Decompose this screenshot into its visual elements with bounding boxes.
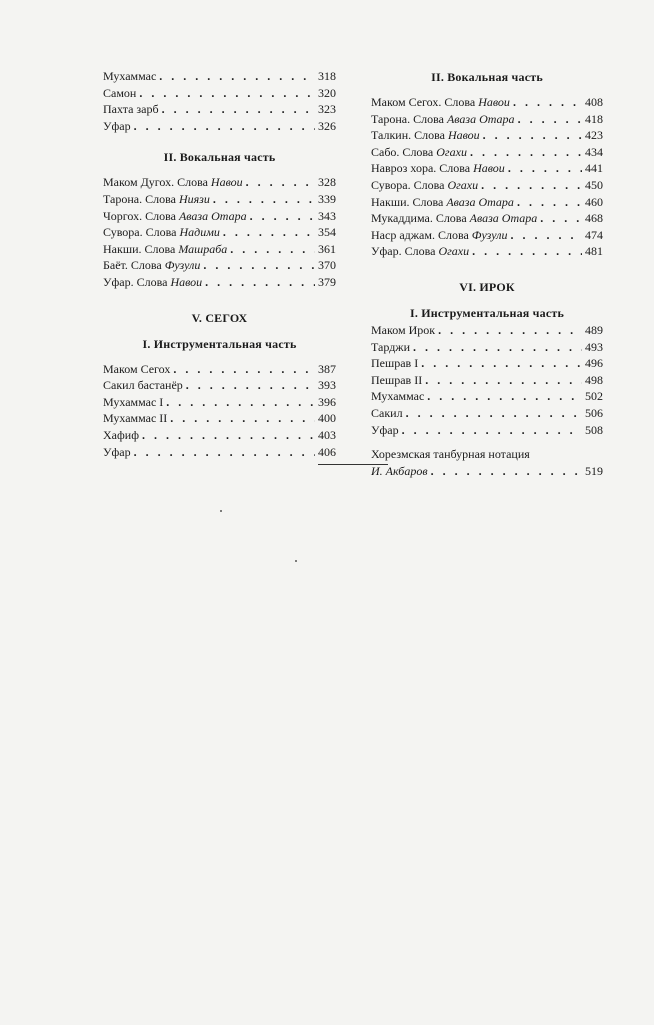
toc-entry: Хафиф . . . 403 xyxy=(103,427,336,444)
section-heading-instrumental: I. Инструментальная часть xyxy=(142,336,297,351)
toc-entry: Мухаммас . . . 318 xyxy=(103,68,336,85)
lyricist: Машраба xyxy=(178,241,228,256)
toc-entry: Маком Сегох. Слова Навои . . . 408 xyxy=(371,94,603,111)
toc-entry: Накши. Слова Машраба . . . 361 xyxy=(103,241,336,258)
notation-title: Хорезмская танбурная нотация xyxy=(371,447,530,462)
toc-entry: Мухаммас II . . . 400 xyxy=(103,410,336,427)
lyricist: Навои xyxy=(210,175,243,190)
section-heading-instrumental: I. Инструментальная часть xyxy=(409,305,565,320)
paper-speck xyxy=(295,560,297,562)
right-group2 xyxy=(371,322,603,438)
toc-entry: Талкин. Слова Навои . . . 423 xyxy=(371,127,603,144)
toc-entry: Самон . . . 320 xyxy=(103,85,336,102)
toc-entry: Уфар. Слова Навои . . . 379 xyxy=(103,274,336,291)
toc-entry-notation: И. Акбаров . . . 519 xyxy=(371,463,603,480)
toc-entry: Уфар . . . 406 xyxy=(103,444,336,461)
section-heading-segoh: V. СЕГОХ xyxy=(191,310,248,325)
section-heading-vocal: II. Вокальная часть xyxy=(431,70,543,84)
lyricist: Навои xyxy=(478,95,510,109)
lyricist: Огахи xyxy=(436,144,467,159)
toc-entry: Маком Дугох. Слова Навои . . . 328 xyxy=(103,174,336,191)
paper-speck xyxy=(220,510,222,512)
toc-entry: Пахта зарб . . . 323 xyxy=(103,101,336,118)
lyricist: Огахи xyxy=(438,244,470,259)
toc-entry: Маком Ирок . . . 489 xyxy=(371,322,603,339)
left-group3 xyxy=(103,361,336,461)
toc-entry: Сакил бастанёр . . . 393 xyxy=(103,377,336,394)
lyricist: Огахи xyxy=(447,177,479,192)
toc-entry: Сувора. Слова Надими . . . 354 xyxy=(103,224,336,241)
toc-entry: Наср аджам. Слова Фузули . . . 474 xyxy=(371,227,603,244)
left-group1 xyxy=(103,68,336,134)
toc-entry: Уфар. Слова Огахи . . . 481 xyxy=(371,243,603,260)
right-column xyxy=(371,68,603,479)
divider-rule xyxy=(318,464,388,465)
toc-entry: Уфар . . . 508 xyxy=(371,422,603,439)
toc-entry: Пешрав I . . . 496 xyxy=(371,355,603,372)
toc-entry: Навроз хора. Слова Навои . . . 441 xyxy=(371,160,603,177)
lyricist: Аваза Отара xyxy=(178,208,247,223)
lyricist: Надими xyxy=(179,225,220,240)
left-group2 xyxy=(103,174,336,290)
toc-entry: Тарджи . . . 493 xyxy=(371,339,603,356)
right-group1 xyxy=(371,94,603,260)
toc-entry: Сабо. Слова Огахи . . . 434 xyxy=(371,144,603,161)
section-heading-irok: VI. ИРОК xyxy=(459,279,515,294)
lyricist: Фузули xyxy=(164,258,201,273)
toc-entry: Мухаммас I . . . 396 xyxy=(103,394,336,411)
toc-entry: Тарона. Слова Ниязи . . . 339 xyxy=(103,191,336,208)
toc-entry: Сакил . . . 506 xyxy=(371,405,603,422)
notation-author: И. Акбаров xyxy=(371,463,428,478)
lyricist: Навои xyxy=(473,161,505,176)
toc-entry: Пешрав II . . . 498 xyxy=(371,372,603,389)
toc-entry: Маком Сегох . . . 387 xyxy=(103,361,336,378)
toc-entry: Мукаддима. Слова Аваза Отара . . . 468 xyxy=(371,210,603,227)
toc-entry: Тарона. Слова Аваза Отара . . . 418 xyxy=(371,111,603,128)
toc-entry: Накши. Слова Аваза Отара . . . 460 xyxy=(371,194,603,211)
toc-entry: Чоргох. Слова Аваза Отара . . . 343 xyxy=(103,208,336,225)
section-heading-vocal: II. Вокальная часть xyxy=(163,150,276,165)
toc-entry: Уфар . . . 326 xyxy=(103,118,336,135)
lyricist: Фузули xyxy=(471,227,508,242)
lyricist: Навои xyxy=(447,128,480,143)
toc-entry: Сувора. Слова Огахи . . . 450 xyxy=(371,177,603,194)
lyricist: Аваза Отара xyxy=(469,211,538,226)
lyricist: Аваза Отара xyxy=(446,111,515,126)
lyricist: Аваза Отара xyxy=(446,194,514,209)
left-column xyxy=(103,68,336,460)
toc-entry: Мухаммас . . . 502 xyxy=(371,388,603,405)
lyricist: Навои xyxy=(170,274,203,289)
lyricist: Ниязи xyxy=(178,191,210,206)
toc-entry: Баёт. Слова Фузули . . . 370 xyxy=(103,257,336,274)
